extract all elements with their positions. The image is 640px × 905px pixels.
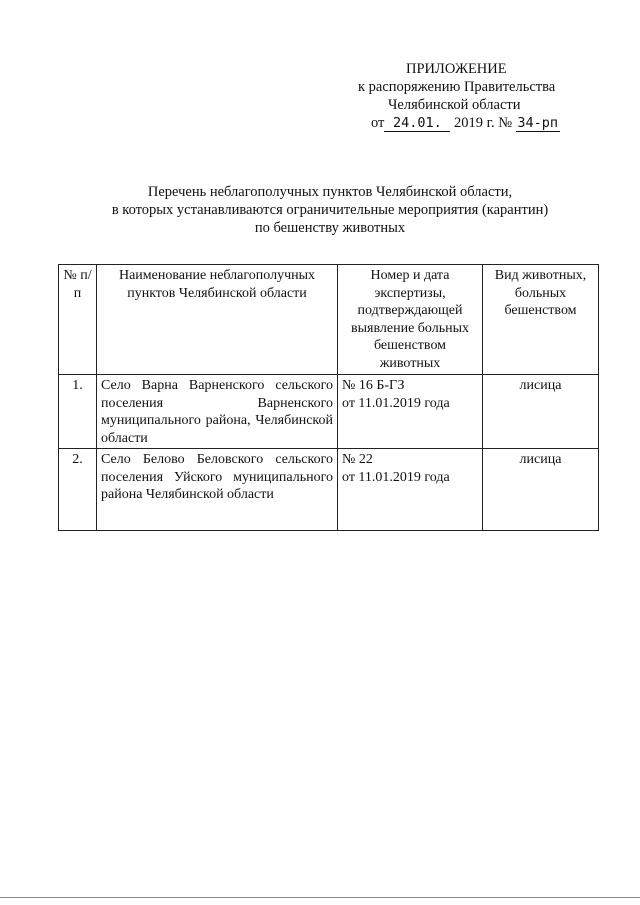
table-header-row bbox=[59, 265, 599, 375]
row-expertise bbox=[338, 375, 483, 449]
table-row bbox=[59, 449, 599, 531]
header-name: Наименование неблагополучных пунктов Челябинской области bbox=[97, 265, 338, 375]
appendix-region: Челябинской области bbox=[388, 97, 521, 113]
appendix-title: ПРИЛОЖЕНИЕ bbox=[406, 61, 507, 77]
table-row bbox=[59, 375, 599, 449]
row-location-name: Село Белово Беловского сельского поселения Уйского муниципального района Челябинской области bbox=[97, 449, 338, 531]
expertise-date: от 11.01.2019 года bbox=[342, 469, 450, 485]
expertise-number: № 16 Б-ГЗ bbox=[342, 378, 405, 393]
scan-edge-line bbox=[0, 897, 640, 898]
row-animal-kind: лисица bbox=[483, 449, 599, 531]
row-expertise bbox=[338, 449, 483, 531]
document-heading bbox=[60, 183, 600, 237]
heading-line-2: в которых устанавливаются ограничительные мероприятия (карантин) bbox=[111, 202, 549, 218]
appendix-header bbox=[300, 60, 600, 132]
date-prefix: от bbox=[371, 115, 385, 131]
appendix-to: к распоряжению Правительства bbox=[358, 79, 556, 95]
heading-line-1: Перечень неблагополучных пунктов Челябинской области, bbox=[147, 184, 513, 200]
header-expertise: Номер и дата экспертизы, подтверждающей выявление больных бешенством животных bbox=[338, 265, 483, 375]
row-number: 1. bbox=[59, 375, 97, 449]
expertise-date: от 11.01.2019 года bbox=[342, 395, 450, 411]
order-number: 34-рп bbox=[517, 115, 558, 131]
locations-table bbox=[58, 264, 599, 531]
year-text: 2019 г. № bbox=[454, 115, 513, 131]
header-number: № п/п bbox=[59, 265, 97, 375]
row-number: 2. bbox=[59, 449, 97, 531]
row-location-name: Село Варна Варненского сельского поселения Варненского муниципального района, Челябинской области bbox=[97, 375, 338, 449]
date-value: 24.01. bbox=[384, 115, 450, 132]
heading-line-3: по бешенству животных bbox=[254, 220, 406, 236]
expertise-number: № 22 bbox=[342, 452, 373, 467]
header-animal-kind: Вид животных, больных бешенством bbox=[483, 265, 599, 375]
appendix-date-line bbox=[300, 114, 600, 132]
row-animal-kind: лисица bbox=[483, 375, 599, 449]
